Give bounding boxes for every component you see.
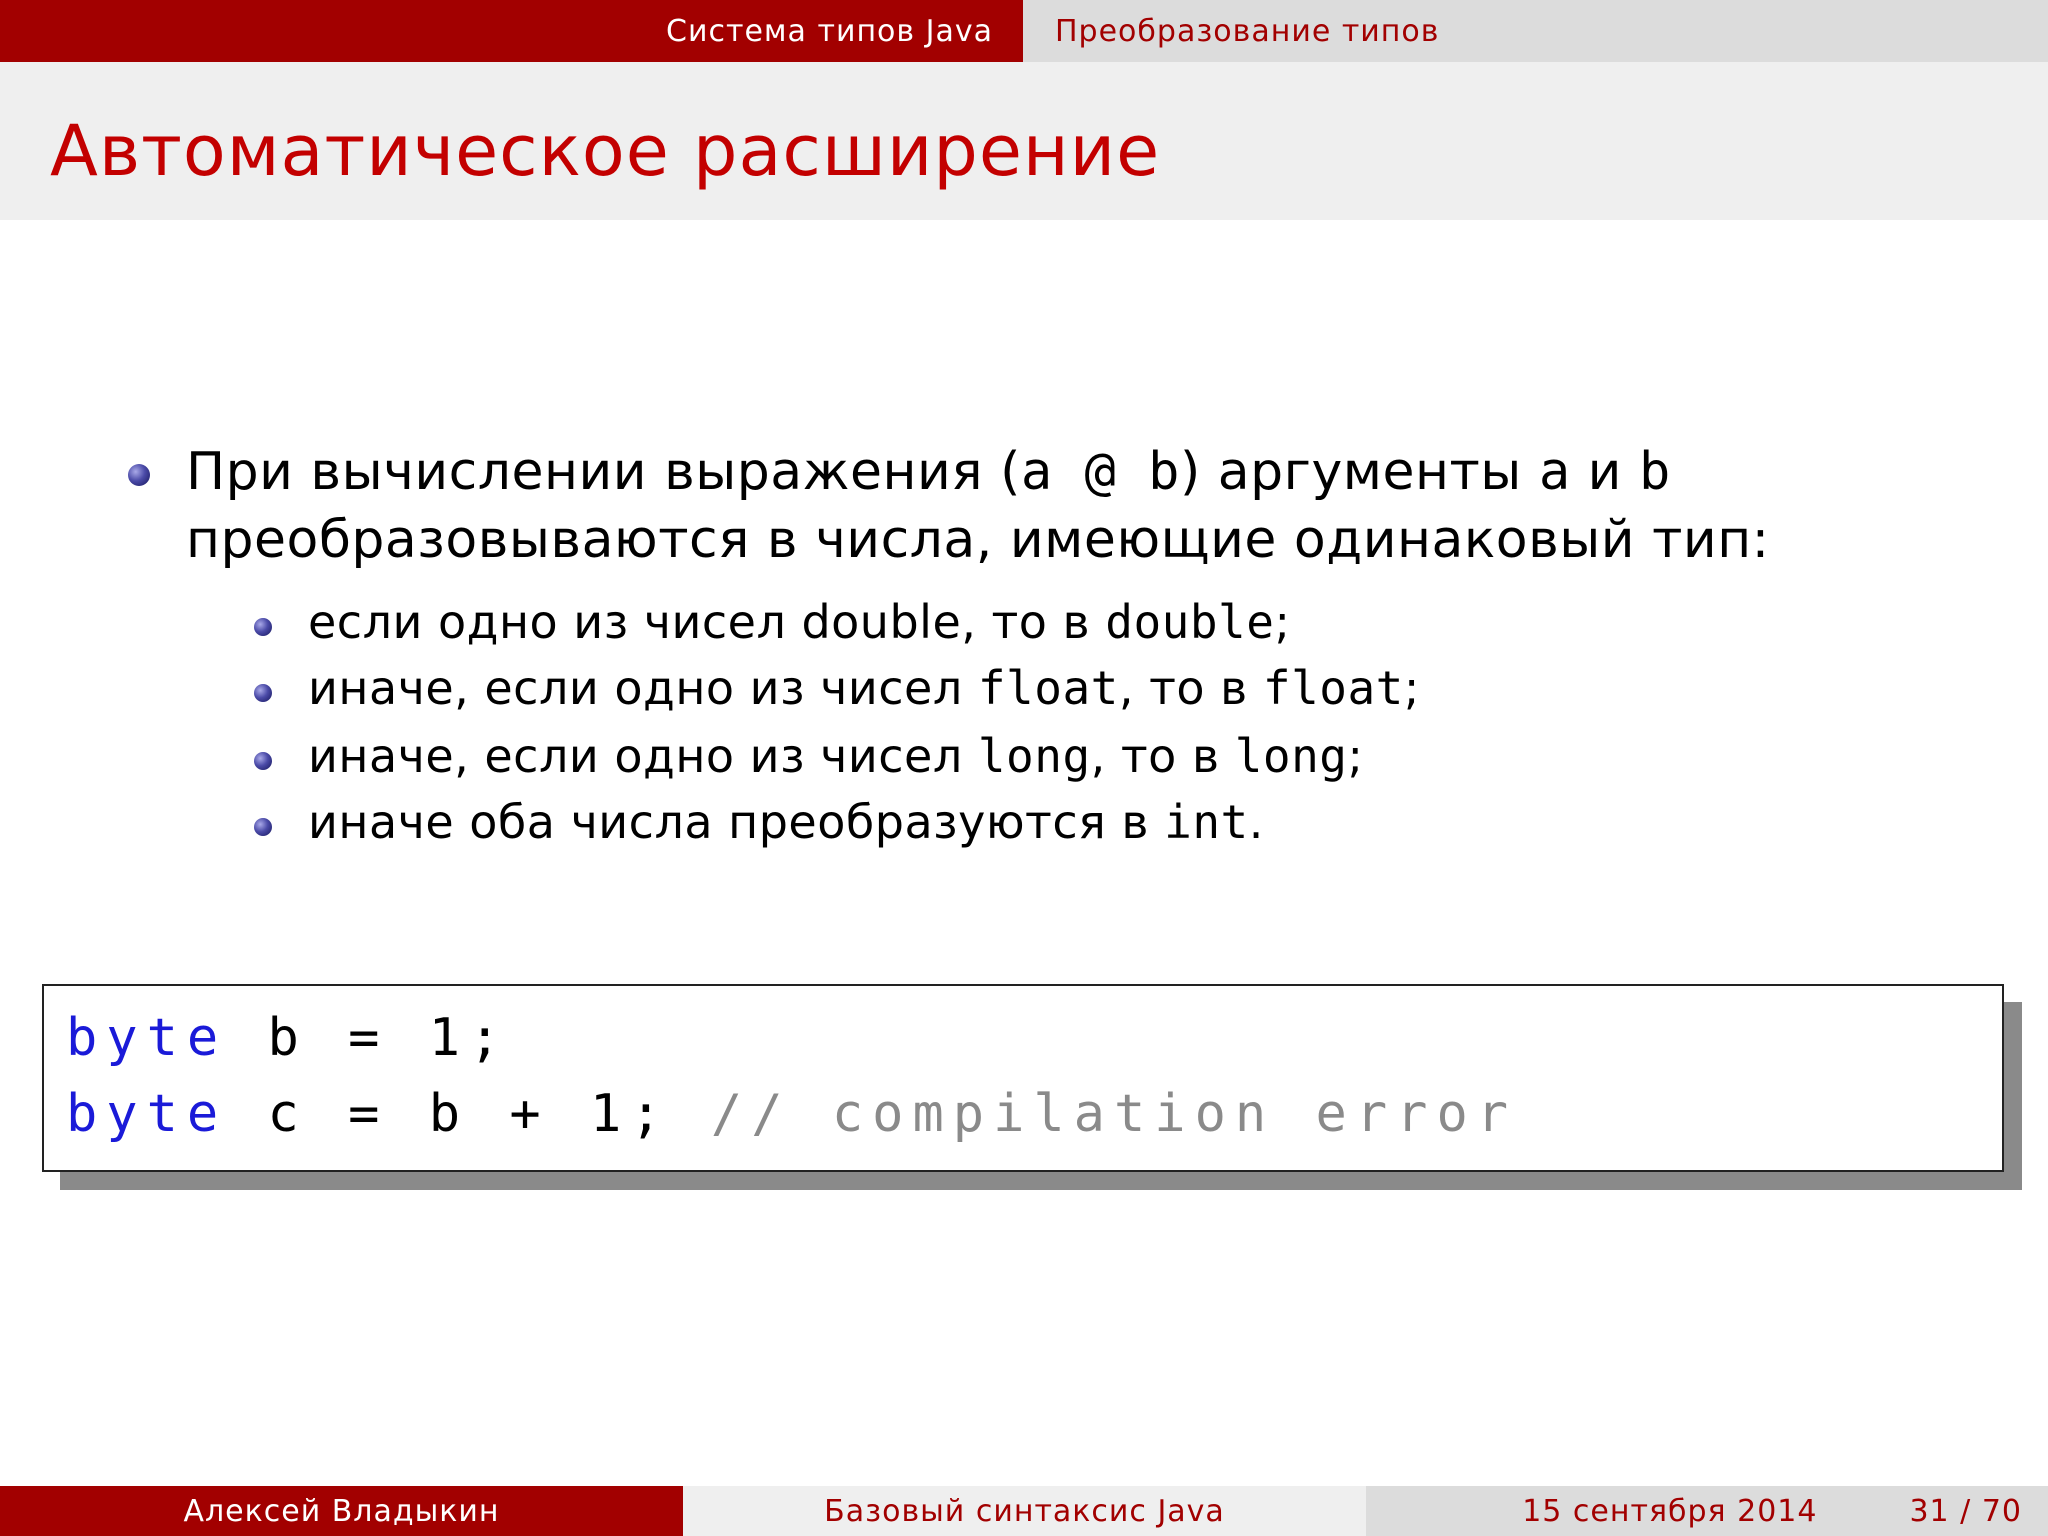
page-number: 31 / 70 <box>1909 1493 2022 1529</box>
footer-talk-title: Базовый синтаксис Java <box>683 1486 1366 1536</box>
sub-item-long: иначе, если одно из чисел long, то в long; <box>308 729 1364 783</box>
sub-item-int: иначе оба числа преобразуются в int. <box>308 795 1264 849</box>
sub-item-double: если одно из чисел double, то в double; <box>308 595 1291 649</box>
bullet-icon <box>128 464 150 486</box>
section-nav-item[interactable] <box>0 0 1023 62</box>
sub-bullet-icon <box>254 618 272 636</box>
main-bullet-line2: преобразовываются в числа, имеющие одинаковый тип: <box>186 510 1770 570</box>
sub-bullet-icon <box>254 818 272 836</box>
footer-date: 15 сентября 2014 <box>1522 1493 1818 1529</box>
footer-date-page <box>1366 1486 2048 1536</box>
sub-bullet-icon <box>254 752 272 770</box>
code-line-2: byte c = b + 1; // compilation error <box>66 1084 1518 1144</box>
sub-bullet-icon <box>254 684 272 702</box>
slide-title: Автоматическое расширение <box>50 110 1161 192</box>
footer-author: Алексей Владыкин <box>0 1486 683 1536</box>
subsection-nav-item[interactable] <box>1023 0 2048 62</box>
section-label: Система типов Java <box>666 13 993 49</box>
subsection-label: Преобразование типов <box>1055 13 1440 49</box>
code-block <box>42 984 2004 1172</box>
top-navigation-bar <box>0 0 2048 62</box>
main-bullet-text: При вычислении выражения (a @ b) аргументы a и b преобразовываются в числа, имеющие одинаковый тип: <box>186 442 1770 570</box>
keyword-byte: byte <box>66 1008 228 1068</box>
sub-item-float: иначе, если одно из чисел float, то в float; <box>308 661 1420 715</box>
title-bar <box>0 62 2048 220</box>
code-line-1: byte b = 1; <box>66 1008 510 1068</box>
footer-bar <box>0 1486 2048 1536</box>
keyword-byte: byte <box>66 1084 228 1144</box>
code-comment: // compilation error <box>710 1084 1518 1144</box>
